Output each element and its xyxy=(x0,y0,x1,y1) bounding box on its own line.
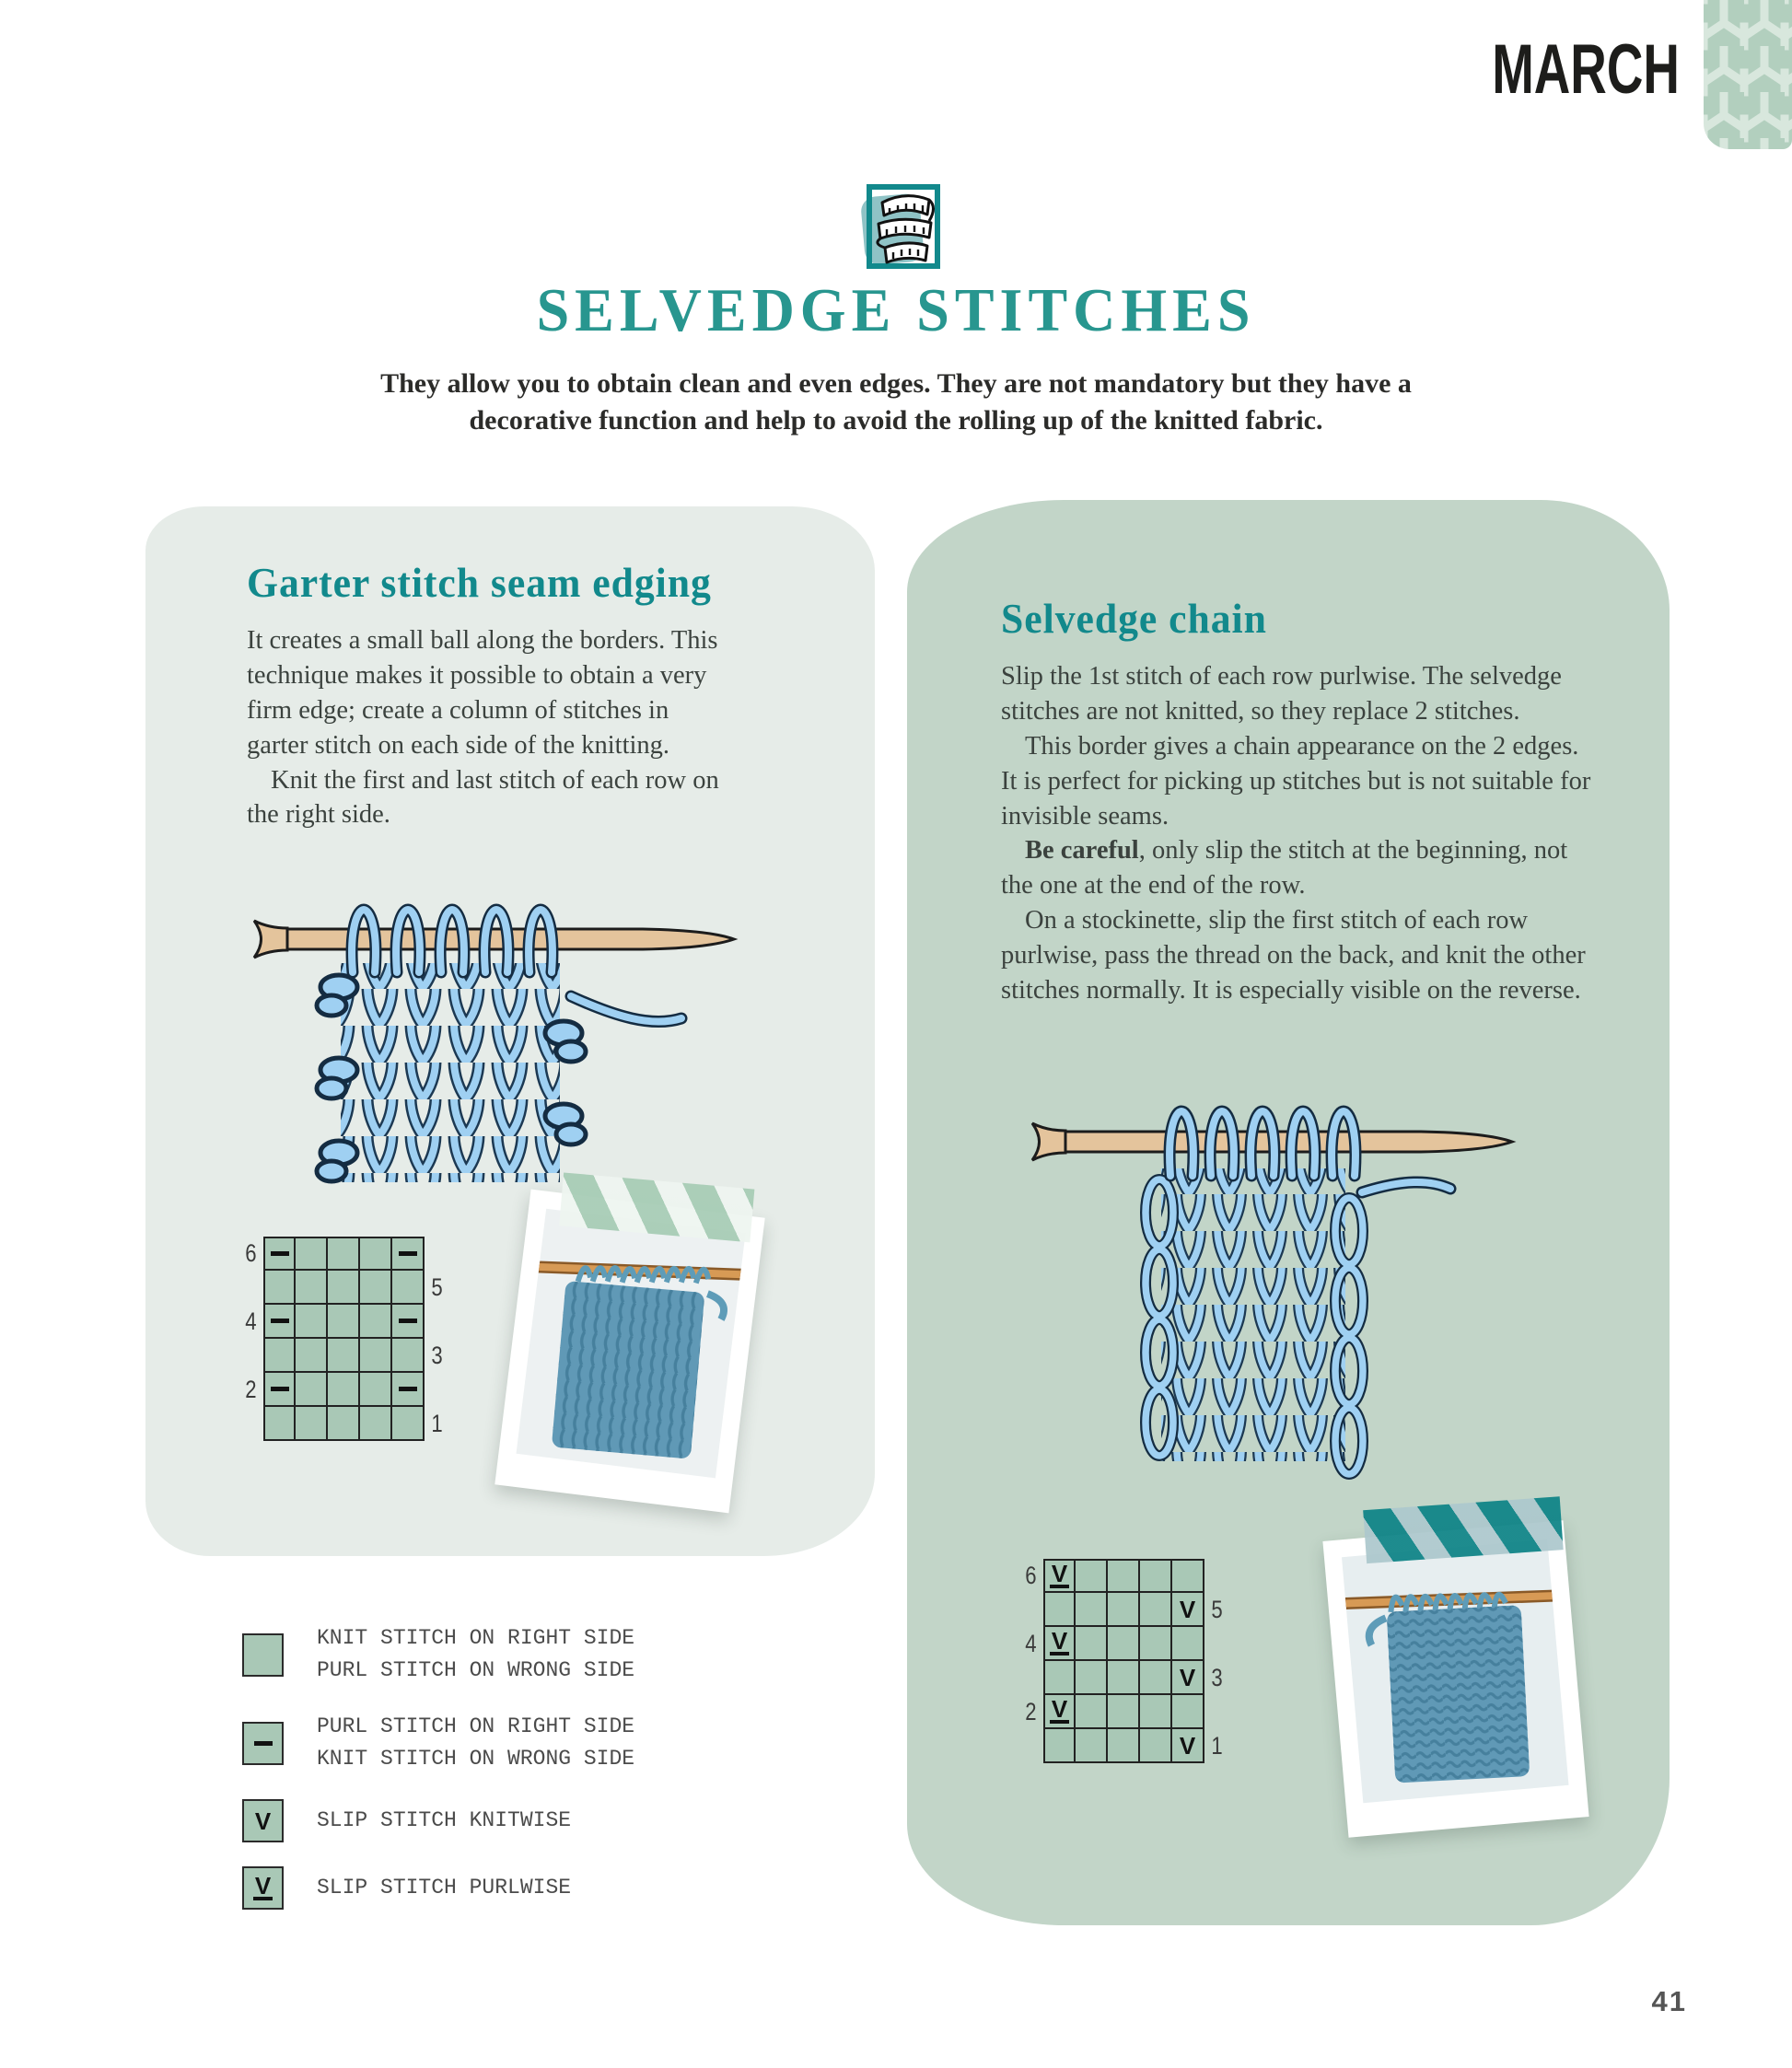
legend-line: SLIP STITCH PURLWISE xyxy=(317,1876,572,1900)
legend-line: KNIT STITCH ON RIGHT SIDE xyxy=(317,1626,635,1650)
chart-cell-empty xyxy=(1076,1593,1108,1627)
row-number xyxy=(1204,1627,1232,1661)
row-number: 4 xyxy=(1025,1630,1037,1657)
chart-cell-slipK xyxy=(1172,1593,1204,1627)
slip-knitwise-symbol: V xyxy=(1179,1595,1196,1623)
chart-cell-dash xyxy=(263,1237,296,1271)
chart-cell-slipP xyxy=(1043,1559,1076,1593)
legend-line: KNIT STITCH ON WRONG SIDE xyxy=(317,1747,635,1771)
slip-purlwise-symbol: V xyxy=(1051,1627,1068,1655)
slip-purlwise-symbol: V xyxy=(1051,1560,1068,1587)
chart-cell-empty xyxy=(296,1407,328,1441)
chart-cell-empty xyxy=(1076,1661,1108,1695)
intro-text: They allow you to obtain clean and even edges. They are not mandatory but they have a decorative function and help to avoid the rolling up of the knitted fabric. xyxy=(380,368,1412,436)
row-number: 6 xyxy=(245,1239,257,1267)
legend-item xyxy=(242,1799,634,1842)
row-number xyxy=(236,1339,263,1373)
chart-cell-empty xyxy=(1140,1661,1172,1695)
chart-cell-slipK xyxy=(1172,1661,1204,1695)
purl-dash-symbol xyxy=(271,1319,289,1323)
purl-dash-symbol xyxy=(254,1741,273,1746)
photo xyxy=(1342,1539,1569,1804)
chart-cell-empty xyxy=(1108,1627,1140,1661)
chart-cell-slipP xyxy=(1043,1627,1076,1661)
slip-purlwise-symbol: V xyxy=(254,1872,272,1900)
row-number: 5 xyxy=(1211,1596,1223,1623)
row-number xyxy=(1016,1661,1043,1695)
chart-cell-empty xyxy=(296,1339,328,1373)
chart-cell-empty xyxy=(392,1271,425,1305)
chart-cell-empty xyxy=(1140,1627,1172,1661)
row-number: 1 xyxy=(1211,1732,1223,1760)
chart-cell-empty xyxy=(360,1271,392,1305)
legend-label xyxy=(317,1622,634,1687)
chart-cell-empty xyxy=(1108,1695,1140,1729)
chart-cell-empty xyxy=(296,1271,328,1305)
chain-swatch-photo xyxy=(1322,1520,1588,1838)
chart-cell-empty xyxy=(360,1373,392,1407)
chart-cell-empty xyxy=(1043,1661,1076,1695)
paragraph: Slip the 1st stitch of each row purlwise. The selvedge stitches are not knitted, so they replace 2 stitches. xyxy=(1001,662,1562,726)
chart-cell-empty xyxy=(328,1373,360,1407)
month-header: MARCH xyxy=(1492,30,1680,109)
chart-cell-empty xyxy=(392,1339,425,1373)
chart-row xyxy=(1010,1559,1238,1593)
be-careful-label: Be careful xyxy=(1025,836,1139,866)
slip-purlwise-symbol: V xyxy=(1051,1695,1068,1723)
chart-row xyxy=(1010,1695,1238,1729)
chart-cell-dash xyxy=(263,1305,296,1339)
chart-cell-empty xyxy=(296,1305,328,1339)
chart-row xyxy=(1010,1593,1238,1627)
chart-cell-empty xyxy=(296,1373,328,1407)
row-number xyxy=(1016,1593,1043,1627)
selvedge-chain-chart xyxy=(1010,1559,1238,1763)
row-number xyxy=(236,1407,263,1441)
legend-symbol-slipP xyxy=(242,1866,284,1910)
row-number: 2 xyxy=(1025,1698,1037,1725)
legend-item xyxy=(242,1622,634,1687)
chart-cell-empty xyxy=(1140,1695,1172,1729)
chart-cell-empty xyxy=(1108,1559,1140,1593)
chart-cell-empty xyxy=(360,1339,392,1373)
chart-cell-empty xyxy=(1140,1593,1172,1627)
chart-row xyxy=(230,1373,458,1407)
chart-cell-empty xyxy=(1076,1729,1108,1763)
legend-label xyxy=(317,1711,634,1775)
garter-knitting-illustration xyxy=(228,878,744,1205)
chart-cell-empty xyxy=(1108,1661,1140,1695)
slip-knitwise-symbol: V xyxy=(1179,1731,1196,1760)
chart-cell-dash xyxy=(392,1373,425,1407)
knit-fabric xyxy=(341,963,560,1182)
corner-pattern xyxy=(1704,0,1792,149)
row-number: 5 xyxy=(431,1273,443,1301)
chart-row xyxy=(1010,1627,1238,1661)
chain-knitting-illustration xyxy=(1007,1084,1522,1484)
chart-cell-empty xyxy=(392,1407,425,1441)
chart-row xyxy=(230,1237,458,1271)
chart-cell-empty xyxy=(1172,1627,1204,1661)
chart-row xyxy=(1010,1729,1238,1763)
garter-swatch-photo xyxy=(495,1190,764,1514)
row-number xyxy=(1204,1559,1232,1593)
photo xyxy=(517,1209,746,1479)
chart-row xyxy=(230,1339,458,1373)
row-number: 3 xyxy=(431,1342,443,1369)
chart-cell-slipP xyxy=(1043,1695,1076,1729)
section-heading-chain: Selvedge chain xyxy=(1001,595,1267,642)
chart-cell-empty xyxy=(1108,1593,1140,1627)
row-number xyxy=(236,1271,263,1305)
chart-cell-empty xyxy=(1043,1729,1076,1763)
chart-cell-empty xyxy=(1172,1695,1204,1729)
chart-cell-empty xyxy=(328,1271,360,1305)
chart-cell-empty xyxy=(360,1237,392,1271)
paragraph: Be careful, only slip the stitch at the beginning, not the one at the end of the row. xyxy=(1001,836,1568,900)
row-number: 4 xyxy=(245,1307,257,1335)
section-heading-garter: Garter stitch seam edging xyxy=(247,559,712,606)
purl-dash-symbol xyxy=(399,1387,417,1391)
purl-dash-symbol xyxy=(271,1387,289,1391)
chart-cell-empty xyxy=(1172,1559,1204,1593)
chart-cell-dash xyxy=(392,1305,425,1339)
knitting-needle xyxy=(254,921,734,958)
purl-dash-symbol xyxy=(271,1251,289,1256)
chart-cell-empty xyxy=(1043,1593,1076,1627)
row-number xyxy=(425,1373,452,1407)
row-number: 3 xyxy=(1211,1664,1223,1691)
legend-line: SLIP STITCH KNITWISE xyxy=(317,1808,572,1832)
legend-symbol-dash xyxy=(242,1722,284,1765)
chart-cell-empty xyxy=(328,1407,360,1441)
paragraph: This border gives a chain appearance on the 2 edges. It is perfect for picking up stitches but is not suitable for invisible seams. xyxy=(1001,731,1591,831)
slip-knitwise-symbol: V xyxy=(254,1807,272,1835)
chart-cell-empty xyxy=(1076,1695,1108,1729)
row-number: 1 xyxy=(431,1410,443,1437)
page-title: SELVEDGE STITCHES xyxy=(536,275,1256,344)
chart-row xyxy=(230,1271,458,1305)
chart-cell-empty xyxy=(1076,1627,1108,1661)
chart-cell-empty xyxy=(263,1339,296,1373)
purl-dash-symbol xyxy=(399,1319,417,1323)
chart-cell-empty xyxy=(1076,1559,1108,1593)
chart-cell-empty xyxy=(328,1237,360,1271)
paragraph: It creates a small ball along the borders. This technique makes it possible to obtain a very firm edge; create a column of stitches in garter stitch on each side of the knitting. xyxy=(247,626,718,760)
legend-line: PURL STITCH ON WRONG SIDE xyxy=(317,1658,635,1682)
measuring-tape-icon xyxy=(848,179,946,278)
knit-fabric xyxy=(1161,1168,1345,1461)
row-number xyxy=(425,1305,452,1339)
garter-stitch-chart xyxy=(230,1237,458,1441)
chart-cell-empty xyxy=(360,1407,392,1441)
chart-cell-empty xyxy=(263,1407,296,1441)
chart-cell-empty xyxy=(1140,1559,1172,1593)
row-number: 6 xyxy=(1025,1562,1037,1589)
legend-item xyxy=(242,1866,634,1910)
chart-legend xyxy=(242,1622,634,1910)
paragraph: Knit the first and last stitch of each row on the right side. xyxy=(247,765,719,830)
chart-row xyxy=(230,1407,458,1441)
geometric-pattern-icon xyxy=(1704,0,1792,149)
chart-cell-empty xyxy=(296,1237,328,1271)
chart-cell-empty xyxy=(328,1305,360,1339)
legend-label xyxy=(317,1805,571,1837)
row-number xyxy=(1204,1695,1232,1729)
row-number: 2 xyxy=(245,1376,257,1403)
legend-label xyxy=(317,1872,571,1904)
chart-cell-empty xyxy=(360,1305,392,1339)
chart-cell-empty xyxy=(263,1271,296,1305)
legend-line: PURL STITCH ON RIGHT SIDE xyxy=(317,1714,635,1738)
page-number: 41 xyxy=(1651,1985,1687,2017)
paragraph: On a stockinette, slip the first stitch of each row purlwise, pass the thread on the back, and knit the other stitches normally. It is especially visible on the reverse. xyxy=(1001,906,1586,1005)
chart-cell-dash xyxy=(392,1237,425,1271)
chart-cell-empty xyxy=(1108,1729,1140,1763)
chart-row xyxy=(230,1305,458,1339)
chart-cell-empty xyxy=(328,1339,360,1373)
legend-symbol-slipK xyxy=(242,1799,284,1842)
purl-dash-symbol xyxy=(399,1251,417,1256)
chart-cell-dash xyxy=(263,1373,296,1407)
slip-knitwise-symbol: V xyxy=(1179,1663,1196,1691)
legend-item xyxy=(242,1711,634,1775)
row-number xyxy=(425,1237,452,1271)
chart-row xyxy=(1010,1661,1238,1695)
chart-cell-empty xyxy=(1140,1729,1172,1763)
row-number xyxy=(1016,1729,1043,1763)
chart-cell-slipK xyxy=(1172,1729,1204,1763)
legend-symbol-empty xyxy=(242,1633,284,1677)
